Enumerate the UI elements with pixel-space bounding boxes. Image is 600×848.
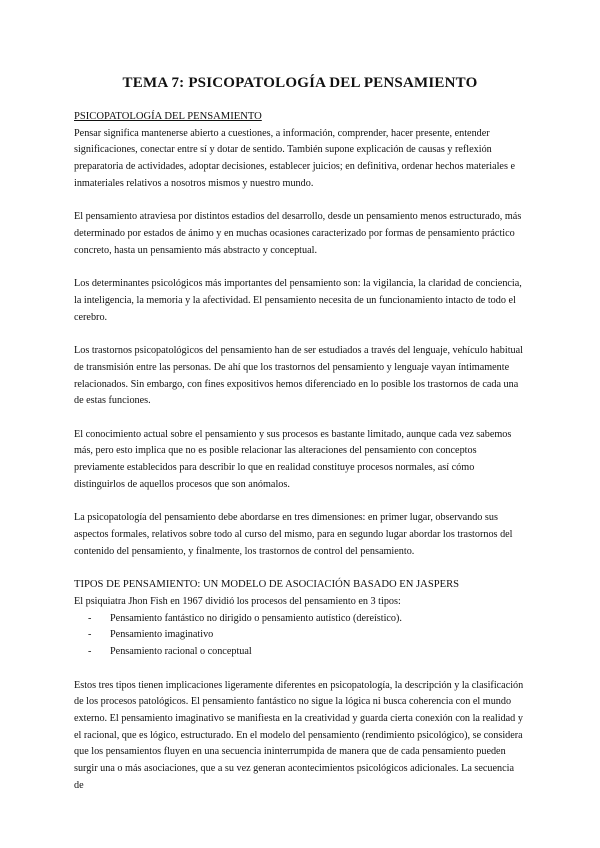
paragraph-gap xyxy=(74,661,526,678)
paragraph-gap xyxy=(74,259,526,276)
list-item: - Pensamiento racional o conceptual xyxy=(88,644,526,661)
paragraph: El pensamiento atraviesa por distintos estadios del desarrollo, desde un pensamiento menos estructurado, más determinado por estados de ánimo y en muchas ocasiones caracterizado por formas de pensamiento práctico concreto, hasta un pensamiento más abstracto y conceptual. xyxy=(74,211,522,256)
section-heading-psicopatologia: PSICOPATOLOGÍA DEL PENSAMIENTO xyxy=(74,111,262,122)
document-body xyxy=(74,109,526,794)
paragraph: Los determinantes psicológicos más importantes del pensamiento son: la vigilancia, la claridad de conciencia, la inteligencia, la memoria y la afectividad. El pensamiento necesita de un funcionamiento intacto de todo el cerebro. xyxy=(74,278,522,323)
paragraph-gap xyxy=(74,560,526,577)
paragraph: El conocimiento actual sobre el pensamiento y sus procesos es bastante limitado, aunque cada vez sabemos más, pero esto implica que no es posible relacionar las alteraciones del pensamiento con conceptos previamente establecidos para describir lo que en realidad constituye procesos normales, así cómo distinguirlos de aquellos procesos que son anómalos. xyxy=(74,428,512,490)
section-heading-tipos: TIPOS DE PENSAMIENTO: UN MODELO DE ASOCIACIÓN BASADO EN JASPERS xyxy=(74,579,460,591)
paragraph-gap xyxy=(74,326,526,343)
document-title: TEMA 7: PSICOPATOLOGÍA DEL PENSAMIENTO xyxy=(122,75,478,91)
paragraph-gap xyxy=(74,410,526,427)
paragraph: Estos tres tipos tienen implicaciones ligeramente diferentes en psicopatología, la descripción y la clasificación de los procesos patológicos. El pensamiento fantástico no sigue la lógica ni busca coherencia con el mundo externo. El pensamiento imaginativo se manifiesta en la creatividad y guarda cierta conexión con la realidad y el racional, que es lógico, estructurado. En el modelo del pensamiento (rendimiento psicológico), se considera que los pensamientos fluyen en una secuencia ininterrumpida de manera que de cada pensamiento pueden surgir una o más asociaciones, que a su vez generan acontecimientos psicológicos adicionales. La secuencia de xyxy=(74,679,524,791)
paragraph-gap xyxy=(74,193,526,210)
section-intro: El psiquiatra Jhon Fish en 1967 dividió los procesos del pensamiento en 3 tipos: xyxy=(74,595,401,607)
paragraph-gap xyxy=(74,494,526,511)
paragraph: Pensar significa mantenerse abierto a cuestiones, a información, comprender, hacer presente, entender significaciones, conectar entre sí y dotar de sentido. También supone explicación de causas y reflexión preparatoria de actividades, adoptar decisiones, establecer juicios; en definitiva, ordenar hechos materiales e inmateriales relativos a nosotros mismos y nuestro mundo. xyxy=(74,127,515,189)
types-list xyxy=(74,611,526,661)
list-item: - Pensamiento fantástico no dirigido o pensamiento autístico (dereístico). xyxy=(88,611,526,628)
list-item: - Pensamiento imaginativo xyxy=(88,627,526,644)
paragraph: La psicopatología del pensamiento debe abordarse en tres dimensiones: en primer lugar, observando sus aspectos formales, relativos sobre todo al curso del mismo, para en segundo lugar abordar los trastornos del contenido del pensamiento, y finalmente, los trastornos de control del pensamiento. xyxy=(74,512,513,557)
paragraph: Los trastornos psicopatológicos del pensamiento han de ser estudiados a través del lenguaje, vehículo habitual de transmisión entre las personas. De ahí que los trastornos del pensamiento y lenguaje vayan íntimamente relacionados. Sin embargo, con fines expositivos hemos diferenciado en lo posible los trastornos de cada una de estas funciones. xyxy=(74,345,523,407)
